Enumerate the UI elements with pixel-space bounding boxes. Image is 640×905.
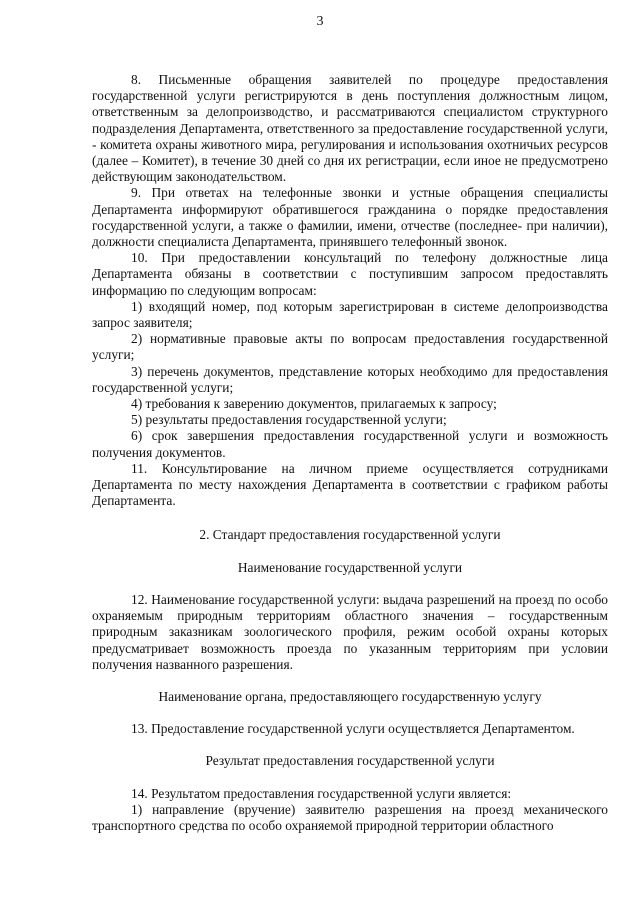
subheading-service-result: Результат предоставления государственной услуги bbox=[205, 753, 495, 769]
paragraph-12: 12. Наименование государственной услуги: выдача разрешений на проезд по особо охраняемым природным территориям областного значения – государственным природным заказникам зоологического профиля, режим особой охраны которых предусматривает возможность проезда по указанным территориям при условии получения названного разрешения. bbox=[92, 591, 608, 672]
paragraph-13: 13. Предоставление государственной услуги осуществляется Департаментом. bbox=[131, 721, 575, 737]
document-body bbox=[92, 72, 608, 834]
section-heading-2: 2. Стандарт предоставления государственной услуги bbox=[199, 527, 501, 543]
list-item-result-1: 1) направление (вручение) заявителю разрешения на проезд механического транспортного средства по особо охраняемой природной территории областного bbox=[92, 801, 608, 833]
page-number: 3 bbox=[316, 14, 324, 29]
subheading-service-name: Наименование государственной услуги bbox=[237, 559, 463, 575]
list-item-3: 3) перечень документов, представление которых необходимо для предоставления государственной услуги; bbox=[92, 363, 608, 395]
list-item-2: 2) нормативные правовые акты по вопросам предоставления государственной услуги; bbox=[92, 331, 608, 363]
paragraph-14: 14. Результатом предоставления государственной услуги является: bbox=[131, 785, 512, 801]
list-item-4: 4) требования к заверению документов, прилагаемых к запросу; bbox=[131, 396, 497, 412]
paragraph-11: 11. Консультирование на личном приеме осуществляется сотрудниками Департамента по месту нахождения Департамента в соответствии с графиком работы Департамента. bbox=[92, 460, 608, 509]
list-item-5: 5) результаты предоставления государственной услуги; bbox=[131, 412, 447, 428]
list-item-1: 1) входящий номер, под которым зарегистрирован в системе делопроизводства запрос заявителя; bbox=[92, 298, 608, 331]
subheading-providing-body: Наименование органа, предоставляющего государственную услугу bbox=[158, 688, 542, 704]
paragraph-8: 8. Письменные обращения заявителей по процедуре предоставления государственной услуги регистрируются в день поступления должностным лицом, ответственным за делопроизводство, и рассматриваются специалистом структурного подразделения Департамента, ответственного за предоставление государственной услуги, - комитета охраны животного мира, регулирования и использования охотничьих ресурсов (далее – Комитет), в течение 30 дней со дня их регистрации, если иное не предусмотрено действующим законодательством. bbox=[92, 72, 608, 185]
paragraph-10: 10. При предоставлении консультаций по телефону должностные лица Департамента обязаны в соответствии с поступившим запросом предоставлять информацию по следующим вопросам: bbox=[92, 250, 608, 298]
list-item-6: 6) срок завершения предоставления государственной услуги и возможность получения документов. bbox=[92, 428, 608, 460]
paragraph-9: 9. При ответах на телефонные звонки и устные обращения специалисты Департамента информируют обратившегося гражданина о порядке предоставления государственной услуги, а также о фамилии, имени, отчестве (последнее- при наличии), должности специалиста Департамента, принявшего телефонный звонок. bbox=[92, 185, 608, 250]
